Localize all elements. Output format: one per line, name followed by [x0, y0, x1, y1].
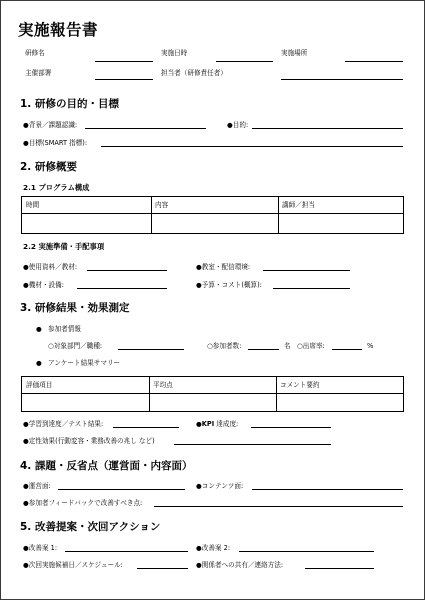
goal-label: ●目標(SMART 指標):	[23, 139, 88, 147]
proposal-2-field[interactable]	[239, 551, 374, 552]
content-field[interactable]	[252, 489, 403, 490]
section-1-heading: 1. 研修の目的・目標	[20, 98, 119, 110]
proposal-1-label: ●改善案 1:	[23, 544, 58, 552]
attendance-unit: %	[367, 342, 374, 350]
kpi-text: KPI	[201, 420, 215, 428]
table-divider	[276, 377, 277, 411]
table-header-time: 時間	[26, 201, 40, 209]
kpi-label	[196, 420, 238, 429]
table-header-average: 平均点	[153, 381, 173, 389]
background-field[interactable]	[85, 128, 206, 129]
section-2-heading: 2. 研修概要	[20, 161, 77, 173]
section-5-heading: 5. 改善提案・次回アクション	[20, 521, 161, 533]
participants-label: 参加者情報	[48, 325, 81, 333]
attendance-field[interactable]	[332, 349, 362, 350]
location-field[interactable]	[345, 61, 403, 62]
ops-field[interactable]	[58, 489, 185, 490]
date-label: 実施日時	[161, 49, 188, 57]
table-divider	[278, 197, 279, 233]
count-unit: 名	[284, 342, 291, 350]
schedule-field[interactable]	[137, 568, 188, 569]
date-field[interactable]	[216, 61, 273, 62]
test-result-field[interactable]	[113, 427, 179, 428]
content-label: ●コンテンツ面:	[196, 482, 244, 490]
section-4-heading: 4. 課題・反省点（運営面・内容面）	[20, 460, 193, 472]
training-name-label: 研修名	[25, 49, 45, 57]
host-dept-label: 主催部署	[25, 69, 52, 77]
section-3-heading: 3. 研修結果・効果測定	[20, 302, 130, 314]
table-header-item: 評価項目	[26, 381, 53, 389]
dept-label: ○対象部門／職種:	[48, 342, 103, 350]
responsible-field[interactable]	[281, 79, 403, 80]
share-label: ●関係者への共有／連絡方法:	[196, 561, 284, 569]
feedback-field[interactable]	[154, 506, 403, 507]
program-table	[21, 196, 404, 234]
bullet-icon: ●	[36, 359, 42, 367]
purpose-field[interactable]	[252, 128, 403, 129]
background-label: ●背景／課題認識:	[23, 121, 78, 129]
test-result-label: ●学習到達度／テスト結果:	[23, 420, 104, 428]
count-field[interactable]	[248, 349, 279, 350]
budget-label: ●予算・コスト(概算):	[196, 281, 262, 289]
location-label: 実施場所	[281, 49, 308, 57]
bullet-icon: ●	[36, 325, 42, 333]
document-title: 実施報告書	[18, 21, 99, 39]
qualitative-label: ●定性効果(行動変容・業務改善の兆し など)	[23, 437, 155, 445]
venue-label: ●教室・配信環境:	[196, 263, 251, 271]
count-label: ○参加者数:	[207, 342, 242, 350]
venue-field[interactable]	[263, 270, 350, 271]
table-header-instructor: 講師／担当	[282, 201, 315, 209]
dept-field[interactable]	[118, 349, 184, 350]
kpi-rest: 達成度:	[216, 420, 239, 428]
budget-field[interactable]	[273, 288, 350, 289]
survey-table-header	[22, 377, 403, 394]
program-table-header	[22, 197, 403, 214]
qualitative-field[interactable]	[174, 444, 331, 445]
proposal-1-field[interactable]	[65, 551, 188, 552]
share-field[interactable]	[305, 568, 374, 569]
purpose-label: ●目的:	[227, 121, 249, 129]
attendance-label: ○出席率:	[297, 342, 325, 350]
host-dept-field[interactable]	[95, 79, 153, 80]
table-header-comment: コメント要約	[280, 381, 320, 389]
program-subheading: 2.1 プログラム構成	[23, 183, 90, 192]
materials-field[interactable]	[87, 270, 167, 271]
kpi-field[interactable]	[251, 427, 331, 428]
goal-field[interactable]	[101, 146, 403, 147]
schedule-label: ●次回実施候補日／スケジュール:	[23, 561, 123, 569]
prep-subheading: 2.2 実施準備・手配事項	[23, 242, 105, 251]
kpi-bullet: ●	[196, 420, 202, 428]
ops-label: ●運営面:	[23, 482, 51, 490]
equipment-label: ●機材・設備:	[23, 281, 64, 289]
survey-table	[21, 376, 404, 412]
equipment-field[interactable]	[77, 288, 167, 289]
training-name-field[interactable]	[95, 61, 153, 62]
feedback-label: ●参加者フィードバックで改善すべき点:	[23, 499, 143, 507]
proposal-2-label: ●改善案 2:	[196, 544, 231, 552]
table-divider	[149, 377, 150, 411]
materials-label: ●使用資料／教材:	[23, 263, 78, 271]
survey-label: アンケート結果サマリー	[48, 359, 121, 367]
table-header-content: 内容	[155, 201, 169, 209]
table-divider	[151, 197, 152, 233]
responsible-label: 担当者（研修責任者）	[161, 69, 227, 77]
